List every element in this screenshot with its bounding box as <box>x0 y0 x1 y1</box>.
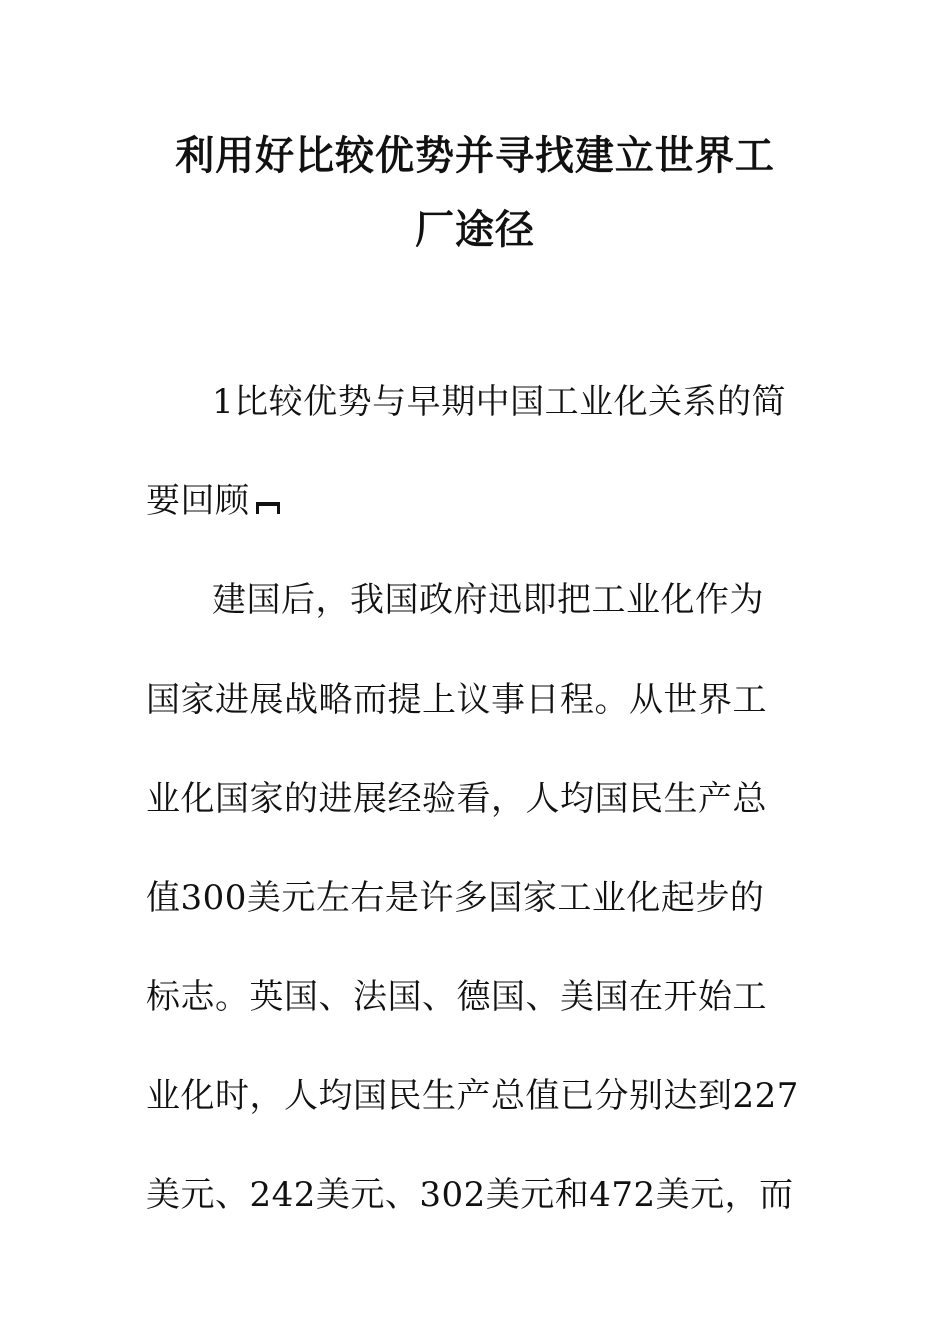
section-heading-text: 要回顾 <box>146 481 250 521</box>
document-title-line-1: 利用好比较优势并寻找建立世界工 <box>175 133 775 179</box>
heading-mark-glyph <box>252 491 284 515</box>
paragraph-line-7: 美元、242美元、302美元和472美元，而 <box>146 1175 794 1215</box>
section-heading-line-1: 1比较优势与早期中国工业化关系的简 <box>212 382 787 422</box>
paragraph-line-2: 国家进展战略而提上议事日程。从世界工 <box>146 680 767 720</box>
paragraph-line-1: 建国后，我国政府迅即把工业化作为 <box>212 580 764 620</box>
paragraph-line-4: 值300美元左右是许多国家工业化起步的 <box>146 878 765 918</box>
section-heading-line-2 <box>146 481 284 521</box>
document-title-line-2: 厂途径 <box>415 207 535 253</box>
paragraph-line-6: 业化时，人均国民生产总值已分别达到227 <box>146 1076 799 1116</box>
paragraph-line-3: 业化国家的进展经验看，人均国民生产总 <box>146 779 767 819</box>
paragraph-line-5: 标志。英国、法国、德国、美国在开始工 <box>146 977 767 1017</box>
